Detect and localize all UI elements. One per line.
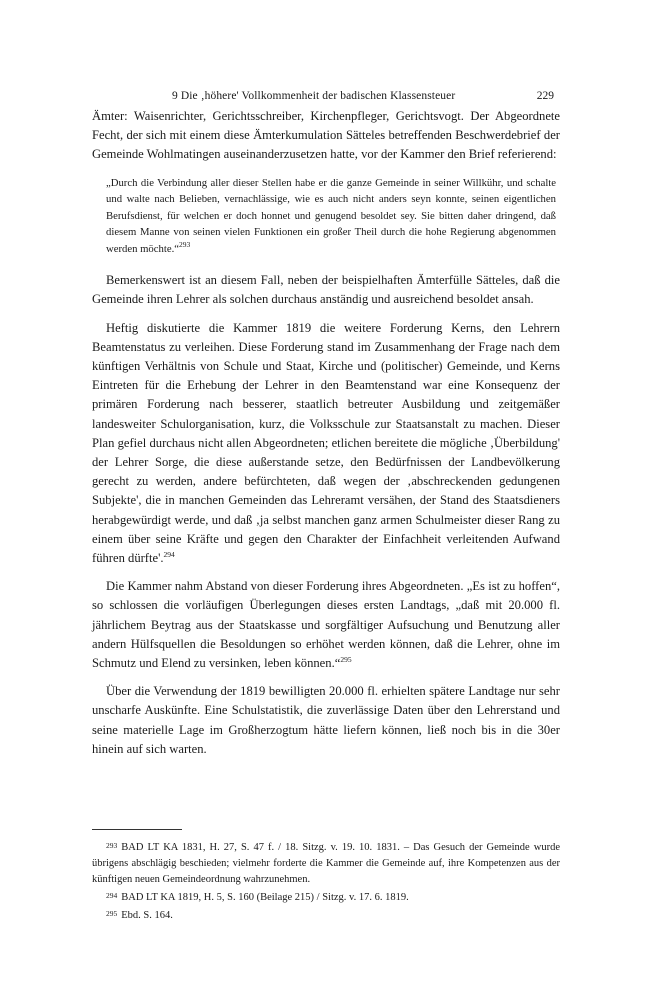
- footnote-divider: [92, 829, 182, 830]
- footnote-295: [92, 906, 560, 924]
- footnote-text: Ebd. S. 164.: [121, 909, 173, 921]
- footnote-293: [92, 838, 560, 888]
- block-quote: [106, 175, 556, 258]
- footnote-number: 294: [106, 890, 118, 900]
- paragraph-5: Über die Verwendung der 1819 bewilligten 20.000 fl. erhielten spätere Landtage nur sehr unscharfe Auskünfte. Eine Schulstatistik, die zuverlässige Daten über den Lehrerstand und seine materielle Lage im Großherzogtum hätte liefern können, ließ noch bis in die 30er hinein auf sich warten.: [92, 684, 560, 756]
- paragraph-2: Bemerkenswert ist an diesem Fall, neben der beispielhaften Ämterfülle Sätteles, daß die Gemeinde ihren Lehrer als solchen durchaus anständig und ausreichend besoldet ansah.: [92, 273, 560, 307]
- book-page: [92, 86, 560, 924]
- footnote-ref-295[interactable]: 295: [340, 654, 352, 664]
- footnote-ref-293[interactable]: 293: [179, 239, 191, 249]
- footnotes: [92, 838, 560, 924]
- paragraph-3-text: Heftig diskutierte die Kammer 1819 die weitere Forderung Kerns, den Lehrern Beamtenstatus zu verleihen. Diese Forderung stand im Zusammenhang der Frage nach dem künftigen Verhältnis von Schule und Staat, Kirche und (politischer) Gemeinde, und Kerns Eintreten für die Erhebung der Lehrer in den Beamtenstand war eine Konsequenz der primären Forderung nach besserer, staatlich betreuter Ausbildung und zeitgemäßer landesweiter Schulorganisation, kurz, die Volksschule zur Staatsanstalt zu machen. Dieser Plan gefiel durchaus nicht allen Abgeordneten; etlichen bereitete die mögliche ‚Überbildung' der Lehrer Sorge, die diese außerstande setze, den Bedürfnissen der Landbevölkerung gerecht zu werden, andere befürchteten, daß wegen der ‚abschreckenden gedungenen Subjekte', die in manchen Gemeinden das Lehreramt versähen, der Stand des Staatsdieners herabgewürdigt werde, und daß ‚ja selbst manchen ganz armen Schulmeister dieser Rang zu einem über seine Kräfte und gegen den Charakter der Einfachheit verleitenden Aufwand führen dürfte'.: [92, 320, 560, 565]
- footnote-ref-294[interactable]: 294: [163, 549, 175, 559]
- footnote-number: 293: [106, 840, 118, 850]
- running-head: [92, 86, 560, 106]
- paragraph-3: [92, 319, 560, 569]
- footnote-294: [92, 888, 560, 906]
- page-number: 229: [536, 90, 554, 102]
- footnote-number: 295: [106, 908, 118, 918]
- paragraph-4-text: Die Kammer nahm Abstand von dieser Forderung ihres Abgeordneten. „Es ist zu hoffen“, so schlossen die vorläufigen Überlegungen dieses ersten Landtags, „daß mit 20.000 fl. jährlichem Beytrag aus der Staatskasse und sorgfältiger Aufsuchung und Benutzung aller andern Hülfsquellen die Besoldungen so erhöhet werden können, daß die Lehrer, ohne im Schmutz und Elend zu versinken, leben können.“: [92, 579, 560, 670]
- footnote-text: BAD LT KA 1819, H. 5, S. 160 (Beilage 215) / Sitzg. v. 17. 6. 1819.: [121, 891, 409, 903]
- quote-text: „Durch die Verbindung aller dieser Stellen habe er die ganze Gemeinde in seiner Willkühr, und schalte und walte nach Belieben, vernachlässige, wie es auch nicht anders seyn konnte, seinen eigentlichen Berufsdienst, für welchen er doch honnet und genugend besoldet sey. Sie bitten daher dringend, daß diesem Manne von seinen vielen Funktionen ein großer Theil durch die hohe Regierung abgenommen werden möchte.“: [106, 176, 556, 255]
- paragraph-4: [92, 577, 560, 673]
- footnote-text: BAD LT KA 1831, H. 27, S. 47 f. / 18. Sitzg. v. 19. 10. 1831. – Das Gesuch der Gemeinde wurde übrigens abschlägig beschieden; vielmehr forderte die Kammer die Gemeinde auf, ihre Kompetenzen aus der künftigen neuen Gemeindeordnung wahrzunehmen.: [92, 841, 560, 885]
- paragraph-1: Ämter: Waisenrichter, Gerichtsschreiber, Kirchenpfleger, Gerichtsvogt. Der Abgeordnete Fecht, der sich mit einem diese Ämterkumulation Sätteles betreffenden Beschwerdebrief der Gemeinde Wohlmatingen auseinanderzusetzen hatte, vor der Kammer den Brief referierend:: [92, 109, 560, 162]
- chapter-title: 9 Die ‚höhere' Vollkommenheit der badischen Klassensteuer: [172, 90, 456, 102]
